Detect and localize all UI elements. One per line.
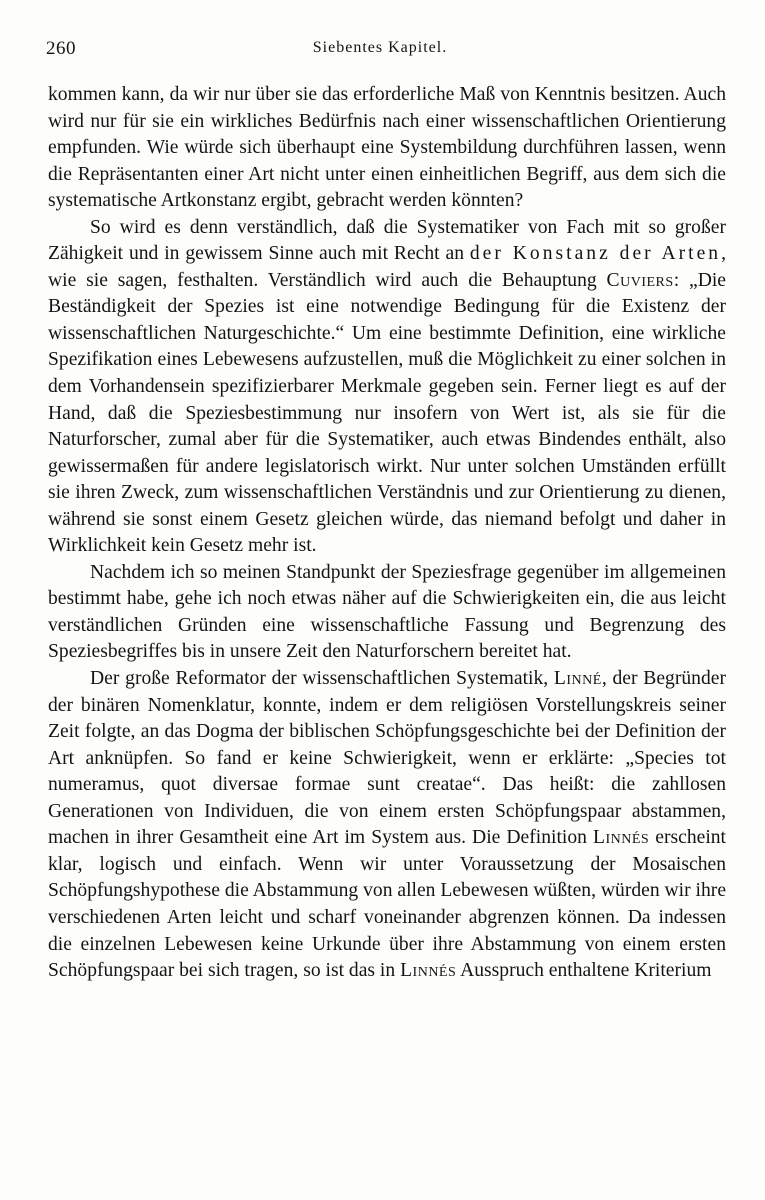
paragraph — [48, 560, 726, 666]
name-smallcaps: Linné — [553, 668, 602, 690]
name-smallcaps: Cuviers — [606, 269, 674, 291]
text-run: , der Begründer der binären Nomenklatur, konnte, indem er dem religiösen Vorstellungskreis seiner Zeit folgte, an das Dogma der biblischen Schöpfungsgeschichte bei der Definition der Art anknüpfen. So fand er keine Schwierigkeit, wenn er erklärte: „Species tot numeramus, quot diversae formae sunt creatae“. Das heißt: die zahllosen Generationen von Individuen, die von einem ersten Schöpfungspaar abstammen, machen in ihrer Gesamtheit eine Art im System aus. Die Definition — [48, 668, 726, 849]
name-smallcaps: Linnés — [400, 960, 457, 982]
text-run: Der große Reformator der wissenschaftlichen Systematik, — [90, 668, 554, 690]
text-run: , wie sie sagen, festhalten. Verständlich wird auch die Behauptung — [48, 243, 726, 291]
text-run: Ausspruch enthaltene Kriterium — [456, 960, 712, 982]
text-run: So wird es denn verständlich, daß die Systematiker von Fach mit so großer Zähigkeit und in gewissem Sinne auch mit Recht an — [48, 216, 726, 265]
running-title: Siebentes Kapitel. — [312, 39, 448, 56]
text-run: kommen kann, da wir nur über sie das erforderliche Maß von Kenntnis besitzen. Auch wird nur für sie ein wirkliches Bedürfnis nach einer wissenschaftlichen Orientierung empfunden. Wie würde sich überhaupt eine Systembildung durchführen lassen, wenn die Repräsentanten einer Art nicht unter einen einheitlichen Begriff, aus dem sich die systematische Artkonstanz ergibt, gebracht werden könnten? — [48, 84, 726, 212]
emphasis-spaced: der Konstanz der Arten — [469, 243, 722, 265]
text-run: erscheint klar, logisch und einfach. Wenn wir unter Voraussetzung der Mosaischen Schöpfungshypothese die Abstammung von allen Lebewesen wüßten, würden wir ihre verschiedenen Arten leicht und scharf voneinander abgrenzen können. Da indessen die einzelnen Lebewesen keine Urkunde über ihre Abstammung von einem ersten Schöpfungspaar bei sich tragen, so ist das in — [48, 827, 727, 982]
paragraph — [48, 82, 726, 215]
body-text — [48, 82, 726, 985]
paragraph — [48, 666, 726, 985]
name-smallcaps: Linnés — [593, 827, 650, 849]
page-header — [46, 38, 714, 60]
paragraph — [48, 215, 726, 560]
text-run: : „Die Beständigkeit der Spezies ist eine notwendige Bedingung für die Existenz der wissenschaftlichen Naturgeschichte.“ Um eine bestimmte Definition, eine wirkliche Spezifikation eines Lebewesens aufzustellen, muß die Möglichkeit zu einer solchen in dem Vorhandensein spezifizierbarer Merkmale gegeben sein. Ferner liegt es auf der Hand, daß die Speziesbestimmung nur insofern von Wert ist, als sie für die Naturforscher, zumal aber für die Systematiker, auch etwas Bindendes enthält, also gewissermaßen für andere legislatorisch wirkt. Nur unter solchen Umständen erfüllt sie ihren Zweck, zum wissenschaftlichen Verständnis und zur Orientierung zu dienen, während sie sonst einem Gesetz gleichen würde, das niemand befolgt und daher in Wirklichkeit kein Gesetz mehr ist. — [48, 269, 726, 557]
text-run: Nachdem ich so meinen Standpunkt der Speziesfrage gegenüber im allgemeinen bestimmt habe, gehe ich noch etwas näher auf die Schwierigkeiten ein, die aus leicht verständlichen Gründen eine wissenschaftliche Fassung und Begrenzung des Speziesbegriffes bis in unsere Zeit den Naturforschern bereitet hat. — [48, 561, 726, 663]
page-number: 260 — [46, 38, 76, 59]
